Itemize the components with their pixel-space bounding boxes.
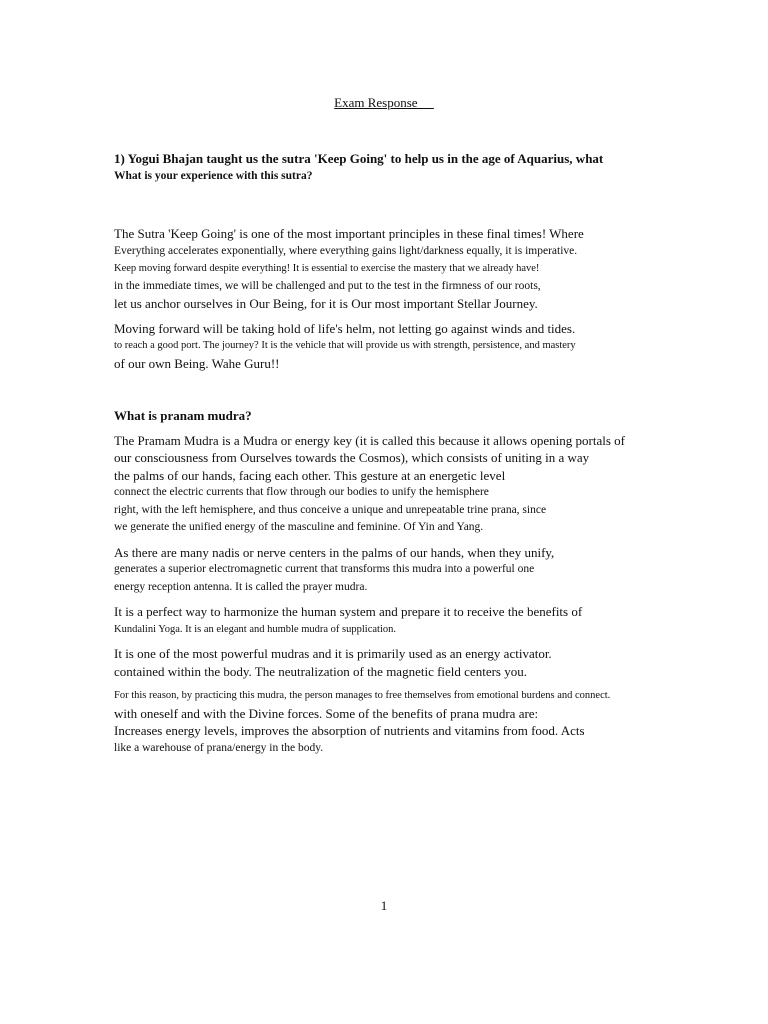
text-line: right, with the left hemisphere, and thus conceive a unique and unrepeatable trine prana, since [114, 503, 547, 516]
question2-paragraph2 [114, 544, 714, 597]
text-line: in the immediate times, we will be challenged and put to the test in the firmness of our roots, [114, 279, 541, 292]
text-line: we generate the unified energy of the masculine and feminine. Of Yin and Yang. [114, 521, 484, 533]
document-title [0, 95, 768, 111]
text-line: Moving forward will be taking hold of life's helm, not letting go against winds and tides. [114, 320, 576, 336]
question2-heading: What is pranam mudra? [114, 408, 252, 423]
title-text: Exam Response [334, 95, 434, 110]
text-line: The Pramam Mudra is a Mudra or energy key (it is called this because it allows opening portals of [114, 432, 625, 448]
text-line: with oneself and with the Divine forces. Some of the benefits of prana mudra are: [114, 705, 539, 721]
text-line: contained within the body. The neutralization of the magnetic field centers you. [114, 663, 527, 679]
text-line: As there are many nadis or nerve centers in the palms of our hands, when they unify, [114, 544, 555, 560]
text-line: like a warehouse of prana/energy in the body. [114, 741, 324, 754]
text-line: let us anchor ourselves in Our Being, for it is Our most important Stellar Journey. [114, 296, 538, 311]
page-number: 1 [380, 898, 388, 913]
question2-paragraph5 [114, 687, 714, 757]
text-line: For this reason, by practicing this mudra, the person manages to free themselves from emotional burdens and connect. [114, 690, 611, 701]
document-body [114, 150, 714, 757]
question2-paragraph4 [114, 645, 714, 680]
question1-heading-line1: 1) Yogui Bhajan taught us the sutra 'Keep Going' to help us in the age of Aquarius, what [114, 151, 604, 166]
text-line: Kundalini Yoga. It is an elegant and humble mudra of supplication. [114, 623, 396, 635]
text-line: generates a superior electromagnetic current that transforms this mudra into a powerful one [114, 563, 535, 575]
text-line: our consciousness from Ourselves towards the Cosmos), which consists of uniting in a way [114, 450, 590, 465]
text-line: It is one of the most powerful mudras and it is primarily used as an energy activator. [114, 646, 552, 661]
question1-heading-line2: What is your experience with this sutra? [114, 169, 313, 182]
text-line: energy reception antenna. It is called the prayer mudra. [114, 580, 368, 593]
text-line: Keep moving forward despite everything! It is essential to exercise the mastery that we already have! [114, 263, 540, 274]
text-line: The Sutra 'Keep Going' is one of the most important principles in these final times! Where [114, 226, 584, 241]
question1-answer-paragraph2 [114, 320, 714, 373]
question2-paragraph1 [114, 432, 714, 537]
text-line: Everything accelerates exponentially, where everything gains light/darkness equally, it is imperative. [114, 244, 578, 257]
question1-answer-paragraph1 [114, 225, 714, 313]
text-line: Increases energy levels, improves the absorption of nutrients and vitamins from food. Acts [114, 723, 585, 738]
text-line: to reach a good port. The journey? It is the vehicle that will provide us with strength, persistence, and mastery [114, 340, 576, 351]
text-line: It is a perfect way to harmonize the human system and prepare it to receive the benefits of [114, 604, 583, 619]
text-line: the palms of our hands, facing each other. This gesture at an energetic level [114, 467, 506, 483]
question2-paragraph3 [114, 603, 714, 638]
text-line: of our own Being. Wahe Guru!! [114, 355, 280, 371]
text-line: connect the electric currents that flow through our bodies to unify the hemisphere [114, 486, 489, 498]
